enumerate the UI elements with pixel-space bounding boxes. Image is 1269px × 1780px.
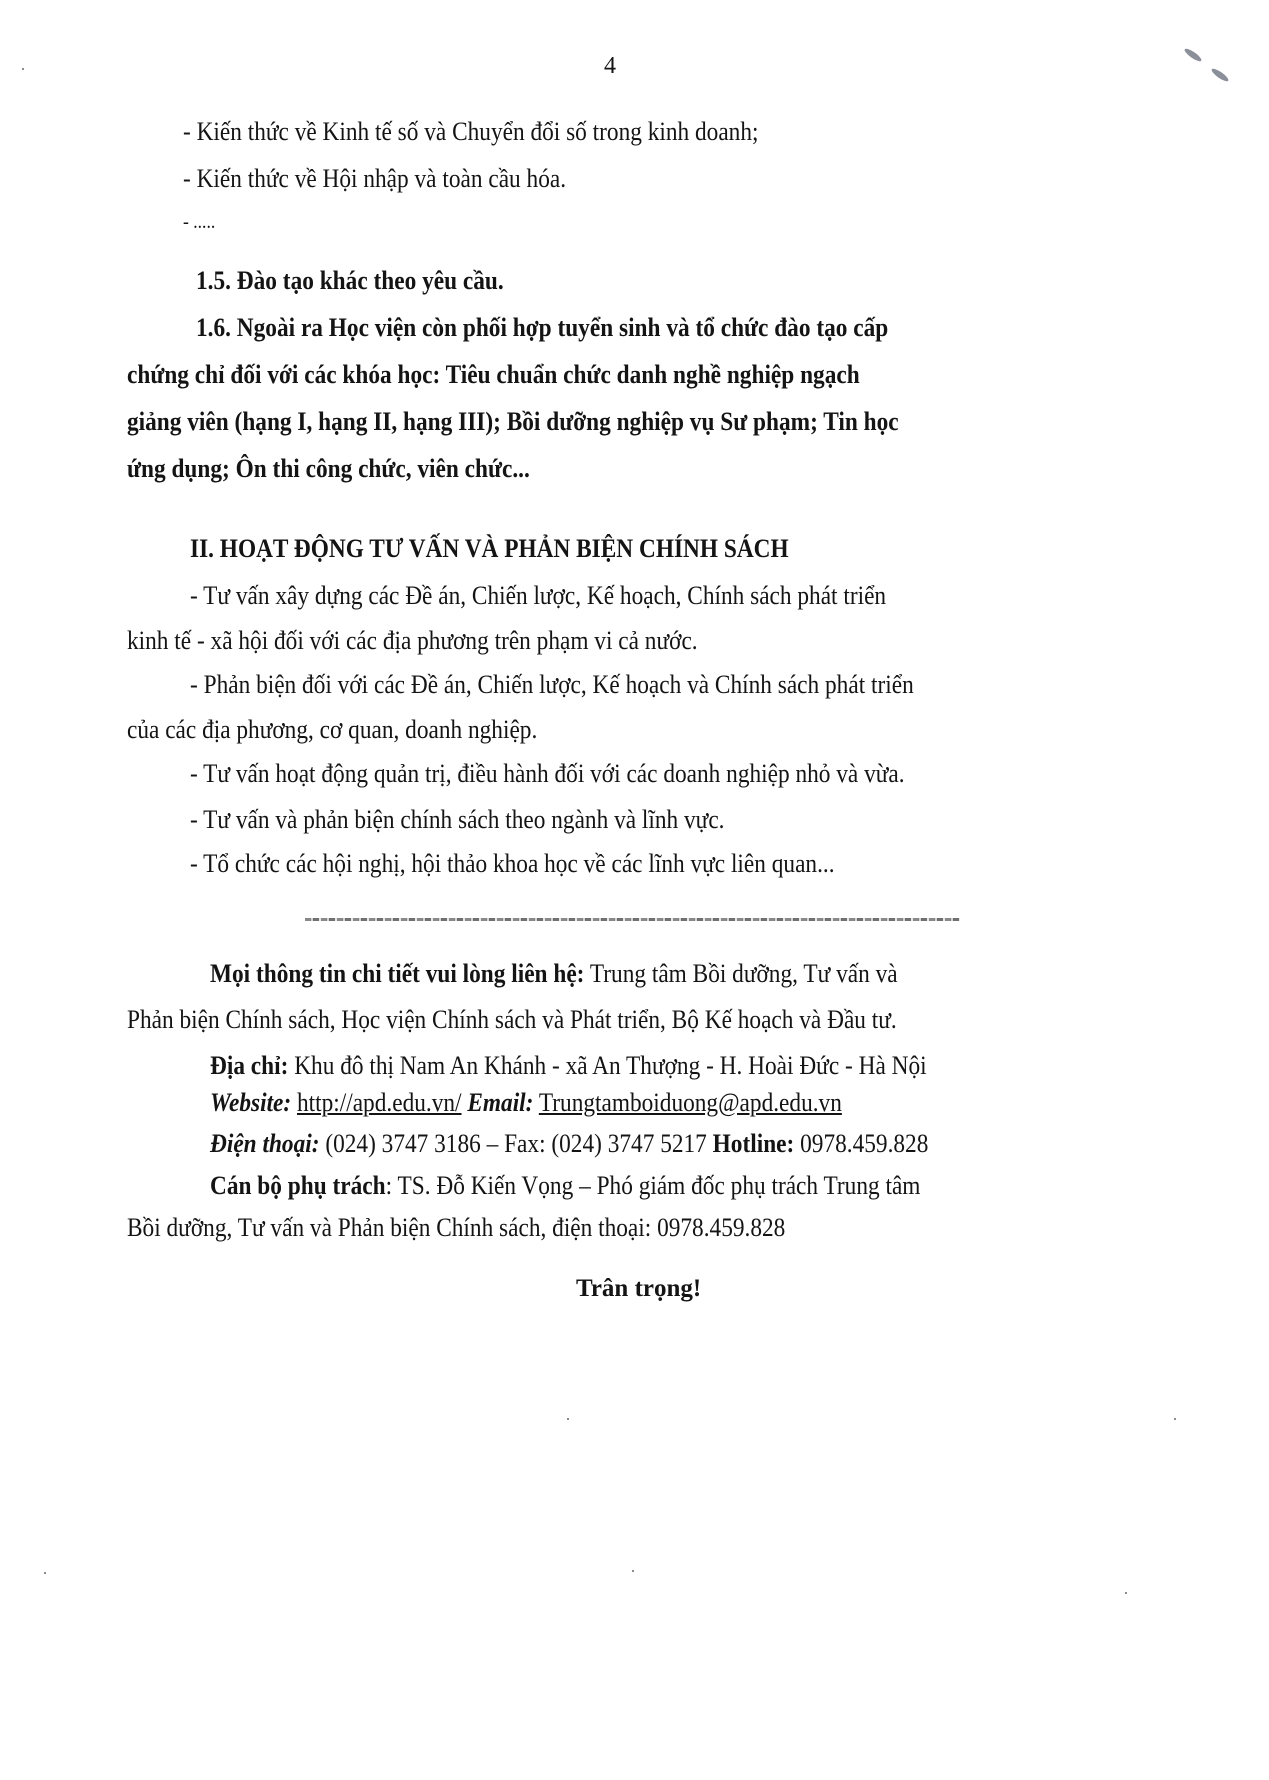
hotline-value: 0978.459.828 — [794, 1128, 929, 1158]
address-value: Khu đô thị Nam An Khánh - xã An Thượng - H. Hoài Đức - Hà Nội — [288, 1050, 927, 1080]
contact-intro-label: Mọi thông tin chi tiết vui lòng liên hệ: — [210, 958, 585, 988]
contact-intro-cont: Phản biện Chính sách, Học viện Chính sách và Phát triển, Bộ Kế hoạch và Đầu tư. — [127, 1004, 897, 1034]
scan-speck — [1125, 1592, 1127, 1594]
section-2-line: - Tư vấn xây dựng các Đề án, Chiến lược, Kế hoạch, Chính sách phát triển — [190, 580, 887, 610]
section-2-heading: II. HOẠT ĐỘNG TƯ VẤN VÀ PHẢN BIỆN CHÍNH SÁCH — [190, 533, 789, 563]
list-item: - Kiến thức về Hội nhập và toàn cầu hóa. — [183, 163, 567, 193]
phone-value: (024) 3747 3186 – Fax: (024) 3747 5217 — [319, 1128, 713, 1158]
officer-label: Cán bộ phụ trách — [210, 1170, 386, 1200]
section-2-line: - Phản biện đối với các Đề án, Chiến lược, Kế hoạch và Chính sách phát triển — [190, 669, 914, 699]
section-1-6-line: ứng dụng; Ôn thi công chức, viên chức... — [127, 453, 530, 483]
website-link[interactable]: http://apd.edu.vn/ — [296, 1087, 462, 1117]
page-number: 4 — [604, 53, 616, 79]
section-2-line: kinh tế - xã hội đối với các địa phương trên phạm vi cả nước. — [127, 625, 698, 655]
email-link[interactable]: Trungtamboiduong@apd.edu.vn — [538, 1087, 842, 1117]
section-2-line: - Tư vấn hoạt động quản trị, điều hành đối với các doanh nghiệp nhỏ và vừa. — [190, 758, 905, 788]
officer-line — [210, 1172, 920, 1199]
section-2-line: - Tổ chức các hội nghị, hội thảo khoa học về các lĩnh vực liên quan... — [190, 848, 835, 878]
address-label: Địa chỉ: — [210, 1050, 289, 1080]
contact-intro-text: Trung tâm Bồi dưỡng, Tư vấn và — [584, 958, 898, 988]
scan-speck — [22, 68, 24, 70]
scan-speck — [567, 1418, 569, 1420]
website-label: Website: — [210, 1087, 292, 1117]
officer-line-cont: Bồi dưỡng, Tư vấn và Phản biện Chính sách, điện thoại: 0978.459.828 — [127, 1212, 786, 1242]
phone-label: Điện thoại: — [210, 1128, 320, 1158]
scan-speck — [632, 1570, 634, 1572]
closing: Trân trọng! — [576, 1275, 702, 1302]
section-2-line: của các địa phương, cơ quan, doanh nghiệp. — [127, 714, 538, 744]
web-email-line — [210, 1089, 842, 1116]
scan-speck — [1174, 1418, 1176, 1420]
list-item: - Kiến thức về Kinh tế số và Chuyển đổi số trong kinh doanh; — [183, 116, 759, 146]
list-item: - ..... — [183, 211, 216, 233]
section-1-5: 1.5. Đào tạo khác theo yêu cầu. — [196, 265, 504, 295]
officer-text: : TS. Đỗ Kiến Vọng – Phó giám đốc phụ trách Trung tâm — [385, 1170, 921, 1200]
section-2-line: - Tư vấn và phản biện chính sách theo ngành và lĩnh vực. — [190, 804, 725, 834]
scan-speck — [44, 1572, 46, 1574]
section-1-6-line: chứng chỉ đối với các khóa học: Tiêu chuẩn chức danh nghề nghiệp ngạch — [127, 359, 860, 389]
contact-intro — [210, 960, 898, 987]
section-1-6-line: 1.6. Ngoài ra Học viện còn phối hợp tuyển sinh và tổ chức đào tạo cấp — [196, 312, 889, 342]
section-1-6-line: giảng viên (hạng I, hạng II, hạng III); Bồi dưỡng nghiệp vụ Sư phạm; Tin học — [127, 406, 899, 436]
email-label: Email: — [467, 1087, 534, 1117]
separator-line — [305, 918, 960, 921]
phone-line — [210, 1130, 928, 1157]
hotline-label: Hotline: — [712, 1128, 795, 1158]
address-line — [210, 1052, 927, 1079]
